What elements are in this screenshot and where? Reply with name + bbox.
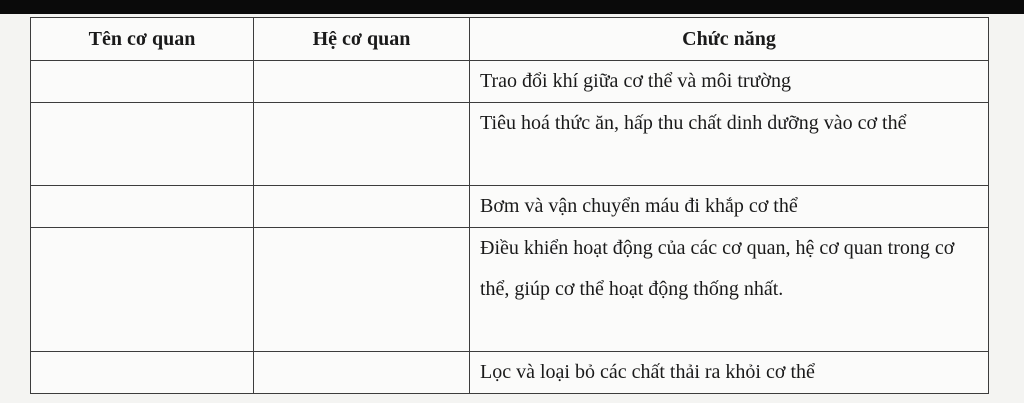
organ-function-table: [30, 17, 989, 394]
top-dark-bar: [0, 0, 1024, 14]
table-row: [31, 352, 989, 394]
table-header-row: [31, 18, 989, 61]
function-cell: Điều khiển hoạt động của các cơ quan, hệ cơ quan trong cơ thể, giúp cơ thể hoạt động thống nhất.: [470, 228, 989, 352]
table-row: [31, 61, 989, 103]
function-cell: Bơm và vận chuyển máu đi khắp cơ thể: [470, 186, 989, 228]
organ-system-cell[interactable]: [254, 103, 470, 186]
organ-system-cell[interactable]: [254, 186, 470, 228]
header-organ-name: Tên cơ quan: [31, 18, 254, 61]
table-row: [31, 103, 989, 186]
header-function: Chức năng: [470, 18, 989, 61]
function-cell: Lọc và loại bỏ các chất thải ra khỏi cơ thể: [470, 352, 989, 394]
organ-name-cell[interactable]: [31, 186, 254, 228]
header-organ-system: Hệ cơ quan: [254, 18, 470, 61]
function-cell: Trao đổi khí giữa cơ thể và môi trường: [470, 61, 989, 103]
table-row: [31, 228, 989, 352]
organ-name-cell[interactable]: [31, 103, 254, 186]
organ-name-cell[interactable]: [31, 61, 254, 103]
organ-name-cell[interactable]: [31, 228, 254, 352]
organ-name-cell[interactable]: [31, 352, 254, 394]
table-row: [31, 186, 989, 228]
function-cell: Tiêu hoá thức ăn, hấp thu chất dinh dưỡng vào cơ thể: [470, 103, 989, 186]
organ-system-cell[interactable]: [254, 228, 470, 352]
organ-system-cell[interactable]: [254, 61, 470, 103]
organ-system-cell[interactable]: [254, 352, 470, 394]
